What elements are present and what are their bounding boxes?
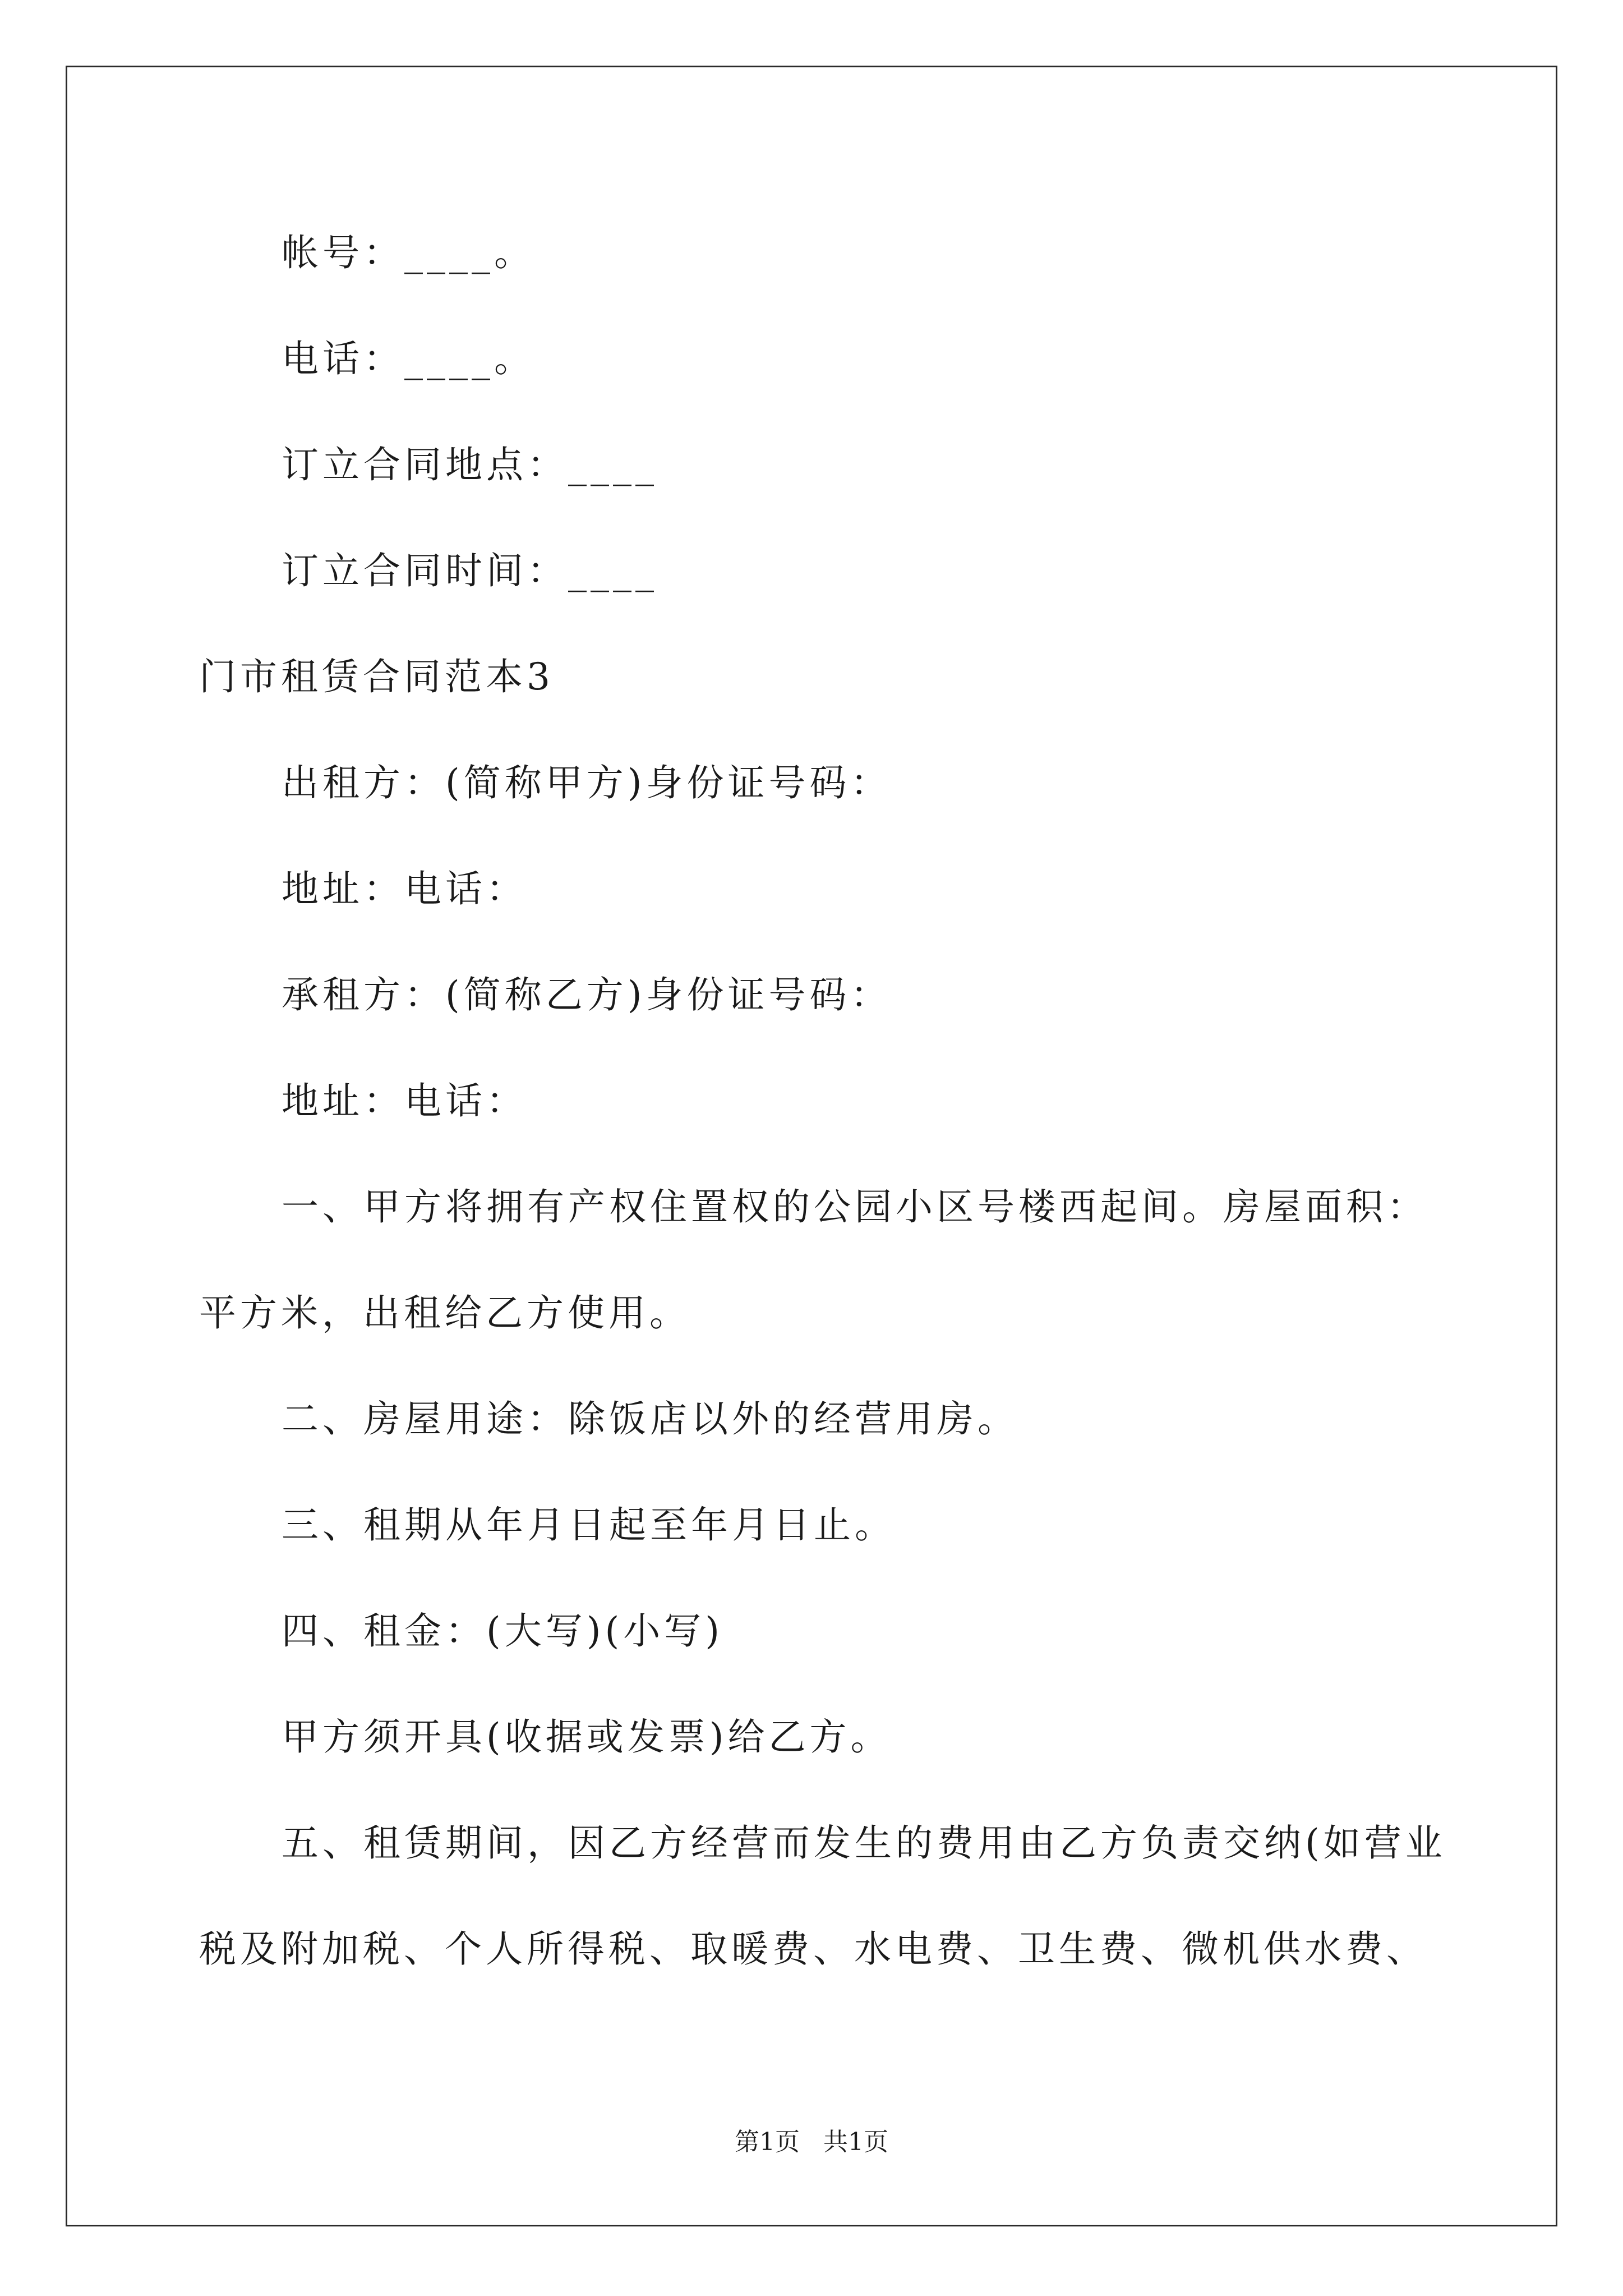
- clause-1-line-2: 平方米，出租给乙方使用。: [199, 1291, 690, 1335]
- signing-place-line: 订立合同地点：____: [282, 443, 658, 486]
- phone-line: 电话：____。: [282, 337, 535, 380]
- lessee-line: 承租方：(简称乙方)身份证号码：: [282, 973, 892, 1016]
- signing-time-line: 订立合同时间：____: [282, 549, 658, 592]
- clause-3-line: 三、租期从年月日起至年月日止。: [282, 1503, 896, 1547]
- lessor-line: 出租方：(简称甲方)身份证号码：: [282, 761, 892, 804]
- clause-2-line: 二、房屋用途：除饭店以外的经营用房。: [282, 1397, 1018, 1441]
- clause-5-line-2: 税及附加税、个人所得税、取暖费、水电费、卫生费、微机供水费、: [199, 1927, 1427, 1971]
- page-border: [66, 66, 1557, 2226]
- lessee-address-line: 地址：电话：: [282, 1079, 527, 1122]
- account-line: 帐号：____。: [282, 231, 535, 274]
- clause-1-line-1: 一、甲方将拥有产权住置权的公园小区号楼西起间。房屋面积：: [282, 1185, 1428, 1228]
- clause-5-line-1: 五、租赁期间，因乙方经营而发生的费用由乙方负责交纳(如营业: [282, 1821, 1446, 1865]
- invoice-line: 甲方须开具(收据或发票)给乙方。: [282, 1715, 892, 1759]
- section-title: 门市租赁合同范本3: [199, 655, 554, 698]
- page-number: 第1页 共1页: [735, 2128, 888, 2156]
- lessor-address-line: 地址：电话：: [282, 867, 527, 910]
- clause-4-line: 四、租金：(大写)(小写): [282, 1609, 723, 1653]
